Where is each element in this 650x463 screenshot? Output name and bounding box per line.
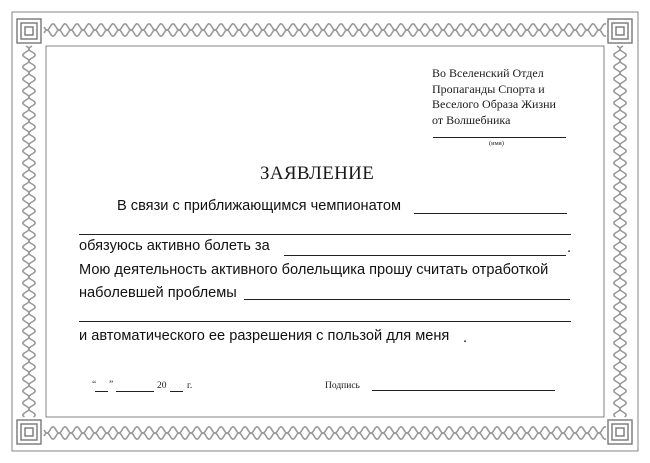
corner-ornament-bottom-left <box>17 420 41 444</box>
body-line-support: обязуюсь активно болеть за <box>79 238 270 254</box>
addressee-line: от Волшебника <box>432 112 511 127</box>
date-close-quote: ” <box>109 380 114 390</box>
body-line-problem: наболевшей проблемы <box>79 285 237 301</box>
date-open-quote: “ <box>92 380 97 390</box>
date-year-field[interactable] <box>170 391 183 392</box>
body-line-championship: В связи с приближающимся чемпионатом <box>117 198 402 214</box>
problem-continuation-field[interactable] <box>79 321 571 322</box>
wave-border-left <box>23 46 35 417</box>
body-line-resolution: и автоматического ее разрешения с пользой для меня <box>79 328 450 344</box>
body-line-support-period: . <box>567 240 572 256</box>
corner-ornament-top-right <box>608 19 632 43</box>
date-year-prefix: 20 <box>157 381 167 391</box>
corner-ornament-bottom-right <box>608 420 632 444</box>
body-line-resolution-period: . <box>463 330 468 346</box>
addressee-block <box>432 66 556 128</box>
wave-border-top <box>44 24 606 36</box>
name-field-caption: (имя) <box>489 140 504 147</box>
document-title: ЗАЯВЛЕНИЕ <box>260 163 375 184</box>
problem-description-field[interactable] <box>244 299 570 300</box>
signature-field[interactable] <box>372 390 555 391</box>
championship-continuation-field[interactable] <box>79 234 571 235</box>
date-month-field[interactable] <box>116 391 154 392</box>
date-day-field[interactable] <box>95 391 108 392</box>
addressee-line: Веселого Образа Жизни <box>432 97 556 111</box>
wave-border-right <box>614 46 626 417</box>
wave-border-bottom <box>44 427 606 439</box>
championship-name-field[interactable] <box>414 213 567 214</box>
addressee-line: Пропаганды Спорта и <box>432 81 545 96</box>
signature-label: Подпись <box>325 381 360 391</box>
date-year-suffix: г. <box>187 381 193 391</box>
body-line-activity: Мою деятельность активного болельщика прошу считать отработкой <box>79 262 549 278</box>
corner-ornament-top-left <box>17 19 41 43</box>
addressee-line: Во Вселенский Отдел <box>432 66 544 80</box>
applicant-name-field[interactable] <box>433 137 566 138</box>
team-name-field[interactable] <box>284 255 566 256</box>
